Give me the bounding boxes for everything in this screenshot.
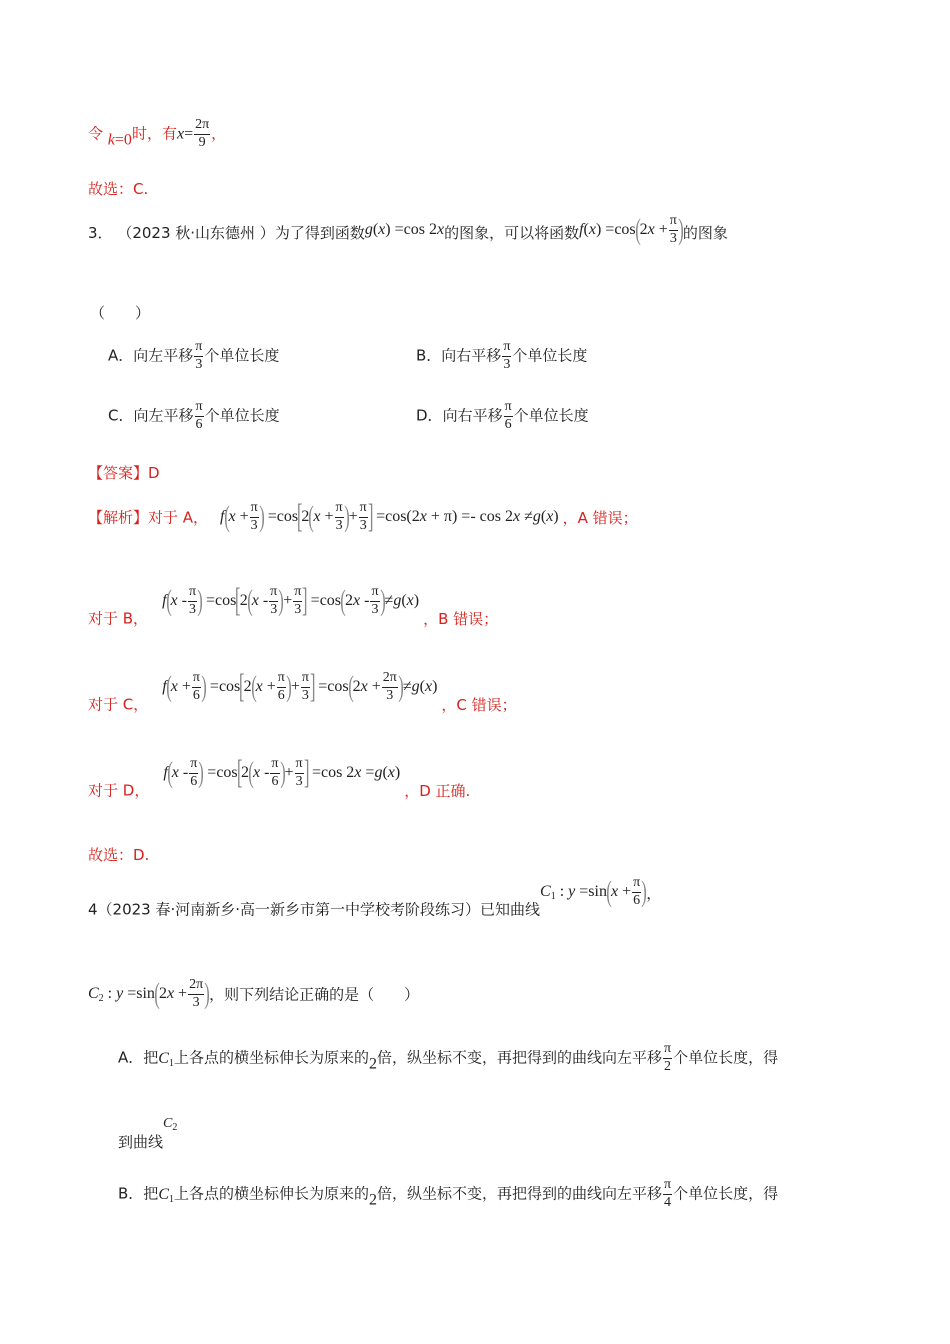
analysis-b	[88, 584, 498, 629]
question-4-line2	[88, 978, 419, 1010]
text: 个单位长度	[204, 406, 280, 425]
text: 个单位长度	[512, 346, 588, 365]
text: 到曲线	[118, 1133, 164, 1151]
answer-line	[88, 462, 160, 483]
option-key: B．	[416, 346, 442, 365]
numerator: π	[504, 400, 513, 417]
result-text: ，C 错误；	[441, 695, 517, 714]
option-b[interactable]	[416, 340, 587, 372]
option-key: C．	[108, 406, 134, 425]
text: 倍，纵坐标不变，再把得到的曲线向左平移	[376, 1048, 662, 1067]
fraction	[194, 118, 210, 150]
option-d[interactable]	[416, 400, 589, 432]
math-c1: $C_1$	[158, 1185, 174, 1205]
text: 把	[143, 1048, 159, 1067]
text: 令	[88, 124, 104, 143]
answer-tag: 【答案】	[88, 464, 149, 482]
denominator: 6	[504, 416, 512, 432]
math-x: x	[176, 125, 185, 143]
analysis-d	[88, 756, 470, 801]
math-eq: =0	[114, 131, 132, 149]
result-text: ，B 错误；	[423, 609, 499, 628]
question-source: （2023 秋·山东德州 ）	[117, 224, 275, 243]
denominator: 3	[503, 356, 511, 372]
math-k: k	[107, 131, 115, 149]
question-3	[88, 214, 728, 246]
numerator: π	[502, 340, 511, 357]
text: 对于 B，	[88, 609, 149, 628]
fraction	[195, 400, 204, 432]
prev-solution-line	[88, 118, 226, 150]
final-answer: 故选：D.	[88, 846, 150, 864]
denominator: 6	[195, 416, 203, 432]
math-f-def: f ( x ) =cos ( 2 x + $\frac{\pi}{3}$ )	[579, 213, 684, 247]
text: 向左平移	[133, 406, 194, 425]
numerator: π	[194, 340, 203, 357]
question-3-paren: （ ）	[90, 304, 151, 322]
fraction	[663, 1042, 672, 1074]
text: 把	[143, 1184, 159, 1203]
numerator: π	[663, 1042, 672, 1059]
math-c1: $C_1$	[158, 1049, 174, 1069]
result-text: ，D 正确.	[404, 781, 471, 800]
text: 的图象，可以将函数	[444, 224, 580, 243]
text: 个单位长度	[513, 406, 589, 425]
text: 对于 A，	[148, 508, 209, 527]
math-eq-a: f ( x + $\frac{\pi}{3}$ ) =cos [ 2 ( x + $\frac{\pi}{3}$ ) + $\frac{\pi}{3}$ ] =cos(2 x + π) =- cos 2 x ≠ g ( x )	[220, 498, 559, 535]
text: 上各点的横坐标伸长为原来的	[173, 1048, 369, 1067]
option-key: A．	[108, 346, 134, 365]
text: ，	[646, 884, 662, 903]
denominator: 2	[664, 1058, 672, 1074]
text: 对于 C，	[88, 695, 149, 714]
q4-option-b[interactable]	[118, 1178, 778, 1210]
denominator: 4	[664, 1194, 672, 1210]
denominator: 9	[198, 134, 206, 150]
question-source: （2023 春·河南新乡·高一新乡市第一中学校考阶段练习）	[97, 900, 481, 919]
math-two: 2	[368, 1055, 377, 1073]
math-c2: $C_2$ : y =sin ( 2 x + $\frac{2\pi}{3}$ )	[88, 977, 210, 1011]
text: 上各点的横坐标伸长为原来的	[173, 1184, 369, 1203]
math-eq-c: f ( x + $\frac{\pi}{6}$ ) =cos [ 2 ( x + $\frac{\pi}{6}$ ) + $\frac{\pi}{3}$ ] =cos ( 2 x + $\frac{2\pi}{3}$ ) ≠ g ( x )	[162, 668, 438, 705]
question-4	[88, 876, 661, 920]
option-a[interactable]	[108, 340, 279, 372]
text: 倍，纵坐标不变，再把得到的曲线向左平移	[377, 1184, 663, 1203]
text: 为了得到函数	[274, 224, 365, 243]
denominator: 3	[195, 356, 203, 372]
text: 对于 D，	[88, 781, 150, 800]
text: ，	[211, 124, 227, 143]
prev-answer: 故选：C.	[88, 180, 149, 198]
numerator: π	[195, 400, 204, 417]
question-number: 4	[88, 900, 98, 919]
text: 的图象	[682, 224, 728, 243]
math-eq-d: f ( x - π 6 ) =cos [ 2 ( x - π 6 ) + $\frac{\pi}{3}$ ] =cos 2 x = g ( x )	[163, 754, 401, 791]
text: 个单位长度，得	[673, 1048, 779, 1067]
math-eq: =	[184, 125, 194, 143]
q4-option-a[interactable]	[118, 1042, 778, 1074]
option-key: B．	[118, 1184, 144, 1203]
analysis-c	[88, 670, 517, 715]
math-eq-b: f ( x - π 3 ) =cos [ 2 ( x - π 3 ) + $\frac{\pi}{3}$ ] =cos ( 2 x - π 3 ) ≠ g ( x )	[162, 582, 420, 619]
text: 个单位长度	[204, 346, 280, 365]
analysis-a	[88, 500, 638, 534]
fraction	[502, 340, 511, 372]
answer-value: D	[148, 464, 160, 482]
text: 向右平移	[441, 346, 502, 365]
numerator: π	[663, 1178, 672, 1195]
fraction	[504, 400, 513, 432]
math-two: 2	[369, 1191, 377, 1209]
fraction	[194, 340, 203, 372]
result-text: ，A 错误；	[562, 508, 638, 527]
text: 向左平移	[133, 346, 194, 365]
text: 个单位长度，得	[673, 1184, 779, 1203]
math-c2: $C_2$	[163, 1116, 178, 1133]
text: 已知曲线	[480, 900, 541, 919]
option-key: D．	[416, 406, 443, 425]
option-key: A．	[118, 1048, 144, 1067]
fraction	[663, 1178, 672, 1210]
question-number: 3．	[88, 224, 113, 243]
q4-option-a-cont	[118, 1116, 177, 1152]
text: ，则下列结论正确的是（ ）	[209, 985, 420, 1004]
numerator: 2π	[194, 118, 210, 135]
text: 时，有	[131, 124, 177, 143]
math-c1: $C_1$ : y =sin ( x + $\frac{\pi}{6}$ )	[540, 875, 647, 909]
option-c[interactable]	[108, 400, 280, 432]
math-g-def: g ( x ) =cos 2 x	[364, 221, 445, 239]
text: 向右平移	[442, 406, 503, 425]
analysis-tag: 【解析】	[88, 508, 149, 527]
